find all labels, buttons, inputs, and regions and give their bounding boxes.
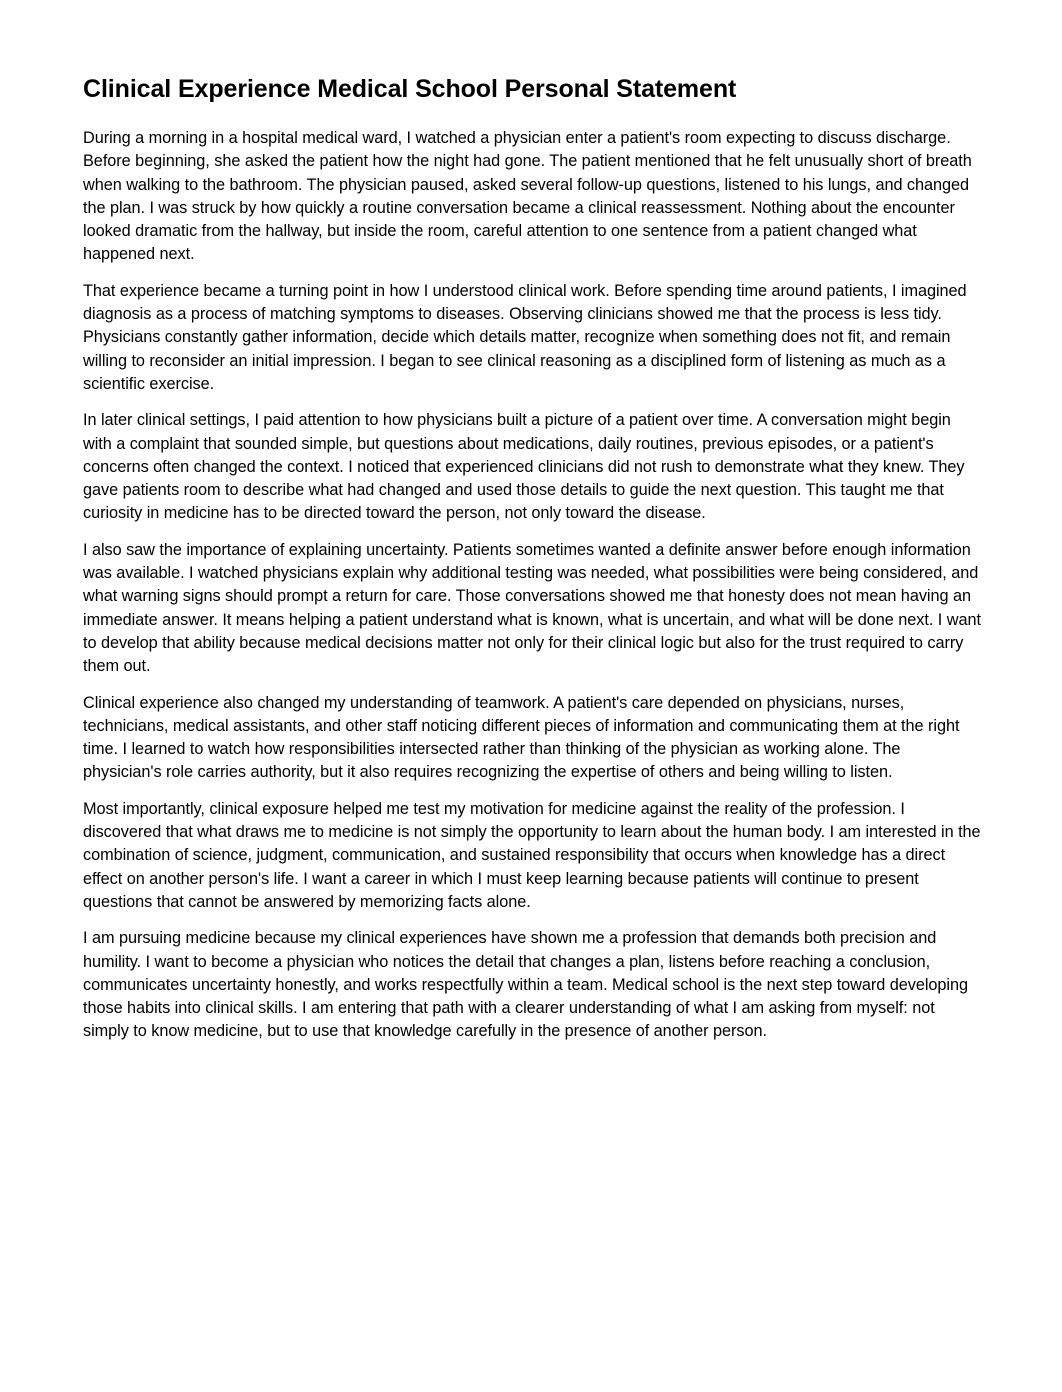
paragraph-6: Most importantly, clinical exposure helped me test my motivation for medicine against the reality of the profession. I discovered that what draws me to medicine is not simply the opportunity to learn about the human body. I am interested in the combination of science, judgment, communication, and sustained responsibility that occurs when knowledge has a direct effect on another person's life. I want a career in which I must keep learning because patients will continue to present questions that cannot be answered by memorizing facts alone. xyxy=(83,799,981,911)
document-title: Clinical Experience Medical School Personal Statement xyxy=(83,75,737,103)
document-body xyxy=(83,72,983,1057)
paragraph-4: I also saw the importance of explaining uncertainty. Patients sometimes wanted a definite answer before enough information was available. I watched physicians explain why additional testing was needed, what possibilities were being considered, and what warning signs should prompt a return for care. Those conversations showed me that honesty does not mean having an immediate answer. It means helping a patient understand what is known, what is uncertain, and what will be done next. I want to develop that ability because medical decisions matter not only for their clinical logic but also for the trust required to carry them out. xyxy=(83,540,981,676)
paragraph-5: Clinical experience also changed my understanding of teamwork. A patient's care depended on physicians, nurses, technicians, medical assistants, and other staff noticing different pieces of information and communicating them at the right time. I learned to watch how responsibilities intersected rather than thinking of the physician as working alone. The physician's role carries authority, but it also requires recognizing the expertise of others and being willing to listen. xyxy=(83,693,960,782)
paragraph-7: I am pursuing medicine because my clinical experiences have shown me a profession that demands both precision and humility. I want to become a physician who notices the detail that changes a plan, listens before reaching a conclusion, communicates uncertainty honestly, and works respectfully within a team. Medical school is the next step toward developing those habits into clinical skills. I am entering that path with a clearer understanding of what I am asking from myself: not simply to know medicine, but to use that knowledge carefully in the presence of another person. xyxy=(83,929,968,1041)
paragraph-3: In later clinical settings, I paid attention to how physicians built a picture of a patient over time. A conversation might begin with a complaint that sounded simple, but questions about medications, daily routines, previous episodes, or a patient's concerns often changed the context. I noticed that experienced clinicians did not rush to demonstrate what they knew. They gave patients room to describe what had changed and used those details to guide the next question. This taught me that curiosity in medicine has to be directed toward the person, not only toward the disease. xyxy=(83,411,965,523)
paragraph-2: That experience became a turning point in how I understood clinical work. Before spending time around patients, I imagined diagnosis as a process of matching symptoms to diseases. Observing clinicians showed me that the process is less tidy. Physicians constantly gather information, decide which details matter, recognize when something does not fit, and remain willing to reconsider an initial impression. I began to see clinical reasoning as a disciplined form of listening as much as a scientific exercise. xyxy=(83,281,967,393)
paragraph-1: During a morning in a hospital medical ward, I watched a physician enter a patient's room expecting to discuss discharge. Before beginning, she asked the patient how the night had gone. The patient mentioned that he felt unusually short of breath when walking to the bathroom. The physician paused, asked several follow-up questions, listened to his lungs, and changed the plan. I was struck by how quickly a routine conversation became a clinical reassessment. Nothing about the encounter looked dramatic from the hallway, but inside the room, careful attention to one sentence from a patient changed what happened next. xyxy=(83,129,972,264)
